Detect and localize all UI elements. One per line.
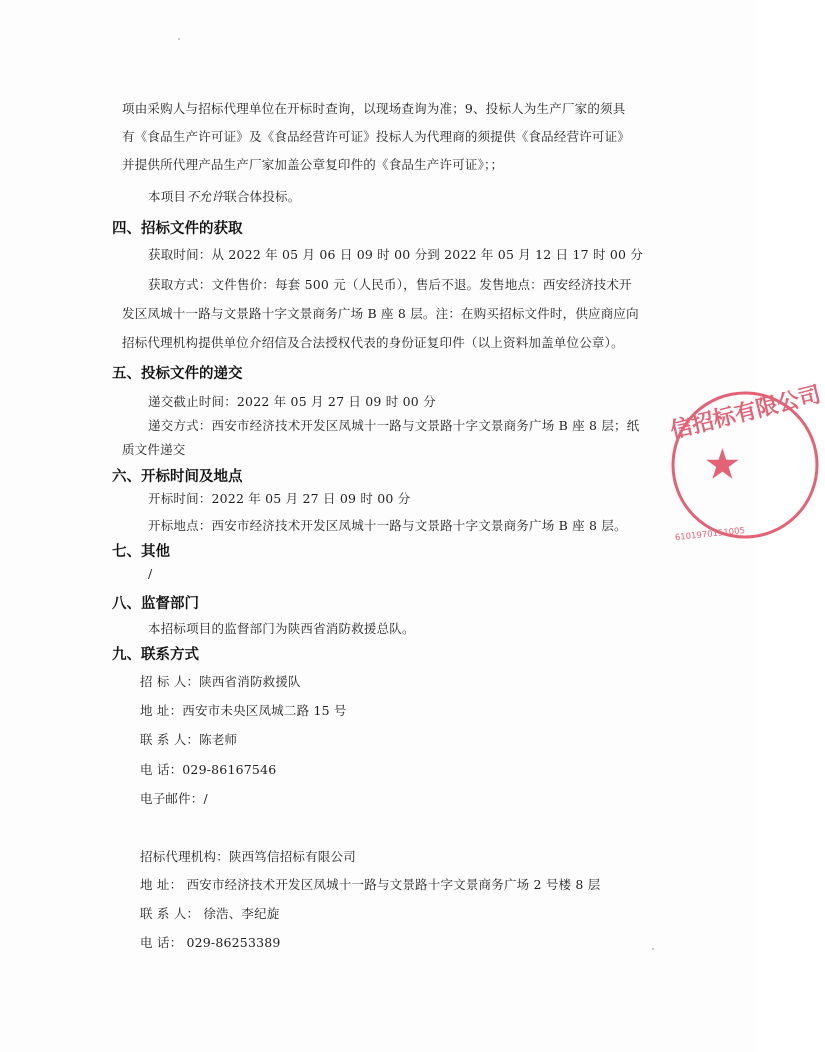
s4-method-1: 获取方式：文件售价：每套 500 元（人民币），售后不退。发售地点：西安经济技术开 [148,277,632,292]
s6-place: 开标地点：西安市经济技术开发区凤城十一路与文景路十字文景商务广场 B 座 8 层。 [148,518,627,533]
seal-text: 信招标有限公司 [668,382,824,444]
consortium-emphasis: 不允许 [186,189,225,204]
s9-email: 电子邮件：/ [140,791,208,806]
s9-tenderer: 招 标 人：陕西省消防救援队 [140,674,301,689]
company-seal-stamp [665,382,825,545]
agency-name: 招标代理机构：陕西笃信招标有限公司 [140,849,356,864]
scan-speck [178,38,180,40]
section-7-heading: 七、其他 [112,544,170,560]
s9-phone: 电 话：029-86167546 [140,762,277,777]
s8-content: 本招标项目的监督部门为陕西省消防救援总队。 [148,621,415,636]
consortium-line [148,188,658,206]
s5-method-1: 递交方式：西安市经济技术开发区凤城十一路与文景路十字文景商务广场 B 座 8 层；纸 [148,418,640,433]
seal-number: 6101970151005 [674,525,746,544]
s4-method-3: 招标代理机构提供单位介绍信及合法授权代表的身份证复印件（以上资料加盖单位公章）。 [122,335,624,350]
s5-method-2: 质文件递交 [122,442,186,457]
section-5-heading: 五、投标文件的递交 [112,366,243,382]
seal-star-icon [706,448,738,479]
agency-contact: 联 系 人： 徐浩、李纪旋 [140,906,280,921]
agency-phone: 电 话： 029-86253389 [140,935,281,950]
agency-address: 地 址： 西安市经济技术开发区凤城十一路与文景路十字文景商务广场 2 号楼 8 层 [140,877,601,892]
intro-line-2: 有《食品生产许可证》及《食品经营许可证》投标人为代理商的须提供《食品经营许可证》 [122,129,631,144]
s5-deadline: 递交截止时间：2022 年 05 月 27 日 09 时 00 分 [148,394,436,409]
consortium-prefix: 本项目 [148,189,187,204]
intro-line-3: 并提供所代理产品生产厂家加盖公章复印件的《食品生产许可证》；； [122,157,504,172]
s4-time: 获取时间：从 2022 年 05 月 06 日 09 时 00 分到 2022 年 05 月 12 日 17 时 00 分 [148,247,644,262]
s9-address: 地 址：西安市未央区凤城二路 15 号 [140,703,347,718]
consortium-suffix: 联合体投标。 [224,189,301,204]
section-8-heading: 八、监督部门 [112,596,199,612]
s4-method-2: 发区凤城十一路与文景路十字文景商务广场 B 座 8 层。注：在购买招标文件时，供应商应向 [122,306,639,321]
s7-content: / [148,566,153,581]
s9-contact: 联 系 人：陈老师 [140,732,238,747]
section-6-heading: 六、开标时间及地点 [112,469,243,485]
section-4-heading: 四、招标文件的获取 [112,221,243,237]
s6-time: 开标时间：2022 年 05 月 27 日 09 时 00 分 [148,491,411,506]
intro-line-1: 项由采购人与招标代理单位在开标时查询，以现场查询为准；9、投标人为生产厂家的须具 [122,101,626,116]
scan-speck [652,948,654,950]
section-9-heading: 九、联系方式 [112,647,199,663]
